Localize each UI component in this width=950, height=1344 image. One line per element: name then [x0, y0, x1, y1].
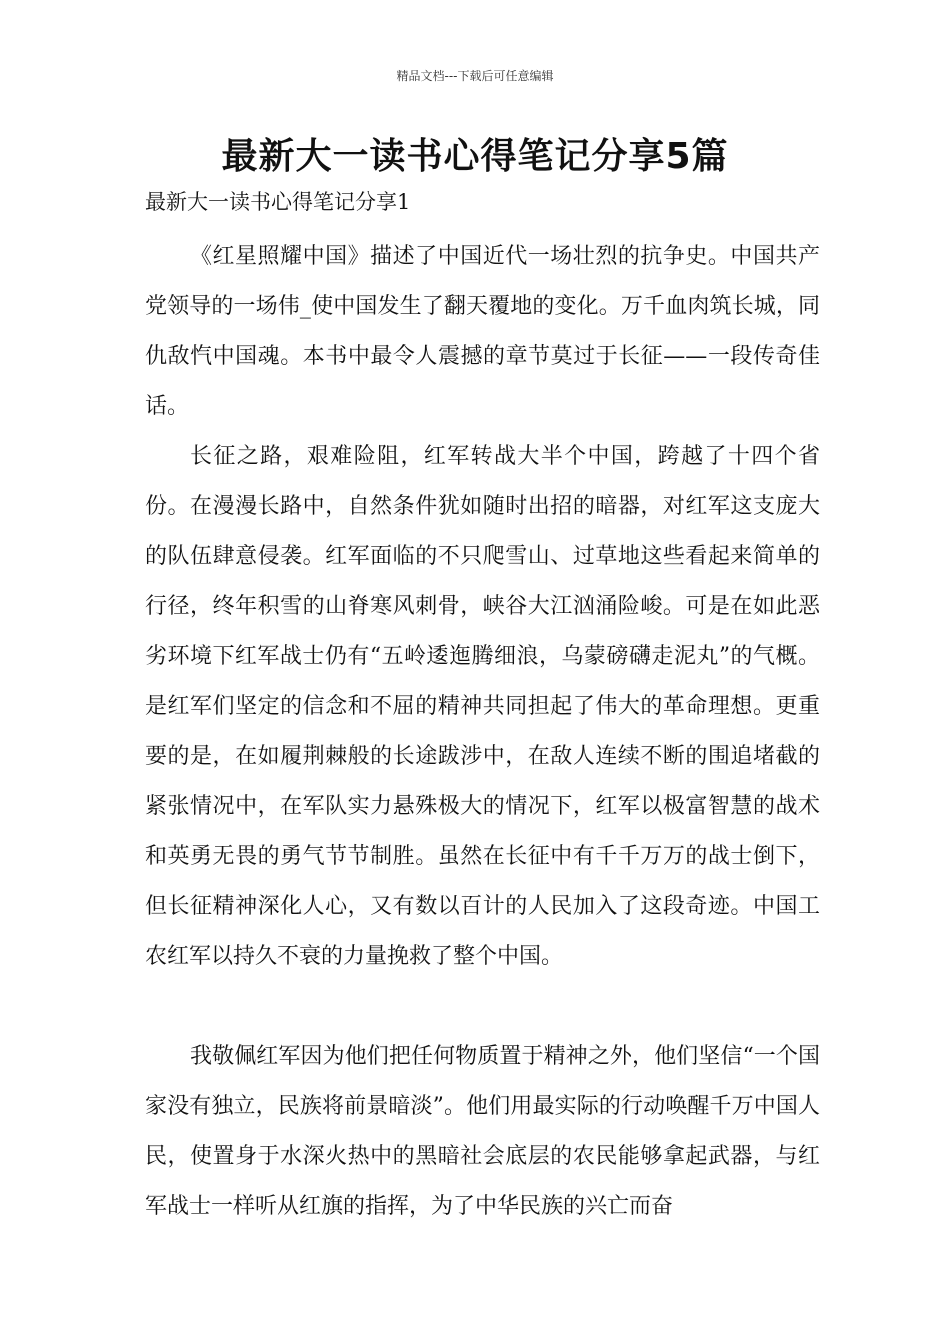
document-subtitle: 最新大一读书心得笔记分享1	[145, 190, 411, 214]
paragraph: 长征之路，艰难险阻，红军转战大半个中国，跨越了十四个省份。在漫漫长路中，自然条件犹如随时出招的暗器，对红军这支庞大的队伍肆意侵袭。红军面临的不只爬雪山、过草地这些看起来简单的行径，终年积雪的山脊寒风刺骨，峡谷大江汹涌险峻。可是在如此恶劣环境下红军战士仍有“五岭逶迤腾细浪，乌蒙磅礴走泥丸”的气概。是红军们坚定的信念和不屈的精神共同担起了伟大的革命理想。更重要的是，在如履荆棘般的长途跋涉中，在敌人连续不断的围追堵截的紧张情况中，在军队实力悬殊极大的情况下，红军以极富智慧的战术和英勇无畏的勇气节节制胜。虽然在长征中有千千万万的战士倒下，但长征精神深化人心，又有数以百计的人民加入了这段奇迹。中国工农红军以持久不衰的力量挽救了整个中国。	[145, 444, 820, 969]
header-note: 精品文档---下载后可任意编辑	[396, 69, 554, 83]
document-title: 最新大一读书心得笔记分享5篇	[221, 136, 729, 177]
paragraph: 我敬佩红军因为他们把任何物质置于精神之外，他们坚信“一个国家没有独立，民族将前景暗淡”。他们用最实际的行动唤醒千万中国人民，使置身于水深火热中的黑暗社会底层的农民能够拿起武器，与红军战士一样听从红旗的指挥，为了中华民族的兴亡而奋	[145, 1044, 820, 1219]
paragraph: 《红星照耀中国》描述了中国近代一场壮烈的抗争史。中国共产党领导的一场伟_使中国发生了翻天覆地的变化。万千血肉筑长城，同仇敌忾中国魂。本书中最令人震撼的章节莫过于长征——一段传奇佳话。	[145, 244, 820, 419]
document-body	[145, 232, 820, 1232]
